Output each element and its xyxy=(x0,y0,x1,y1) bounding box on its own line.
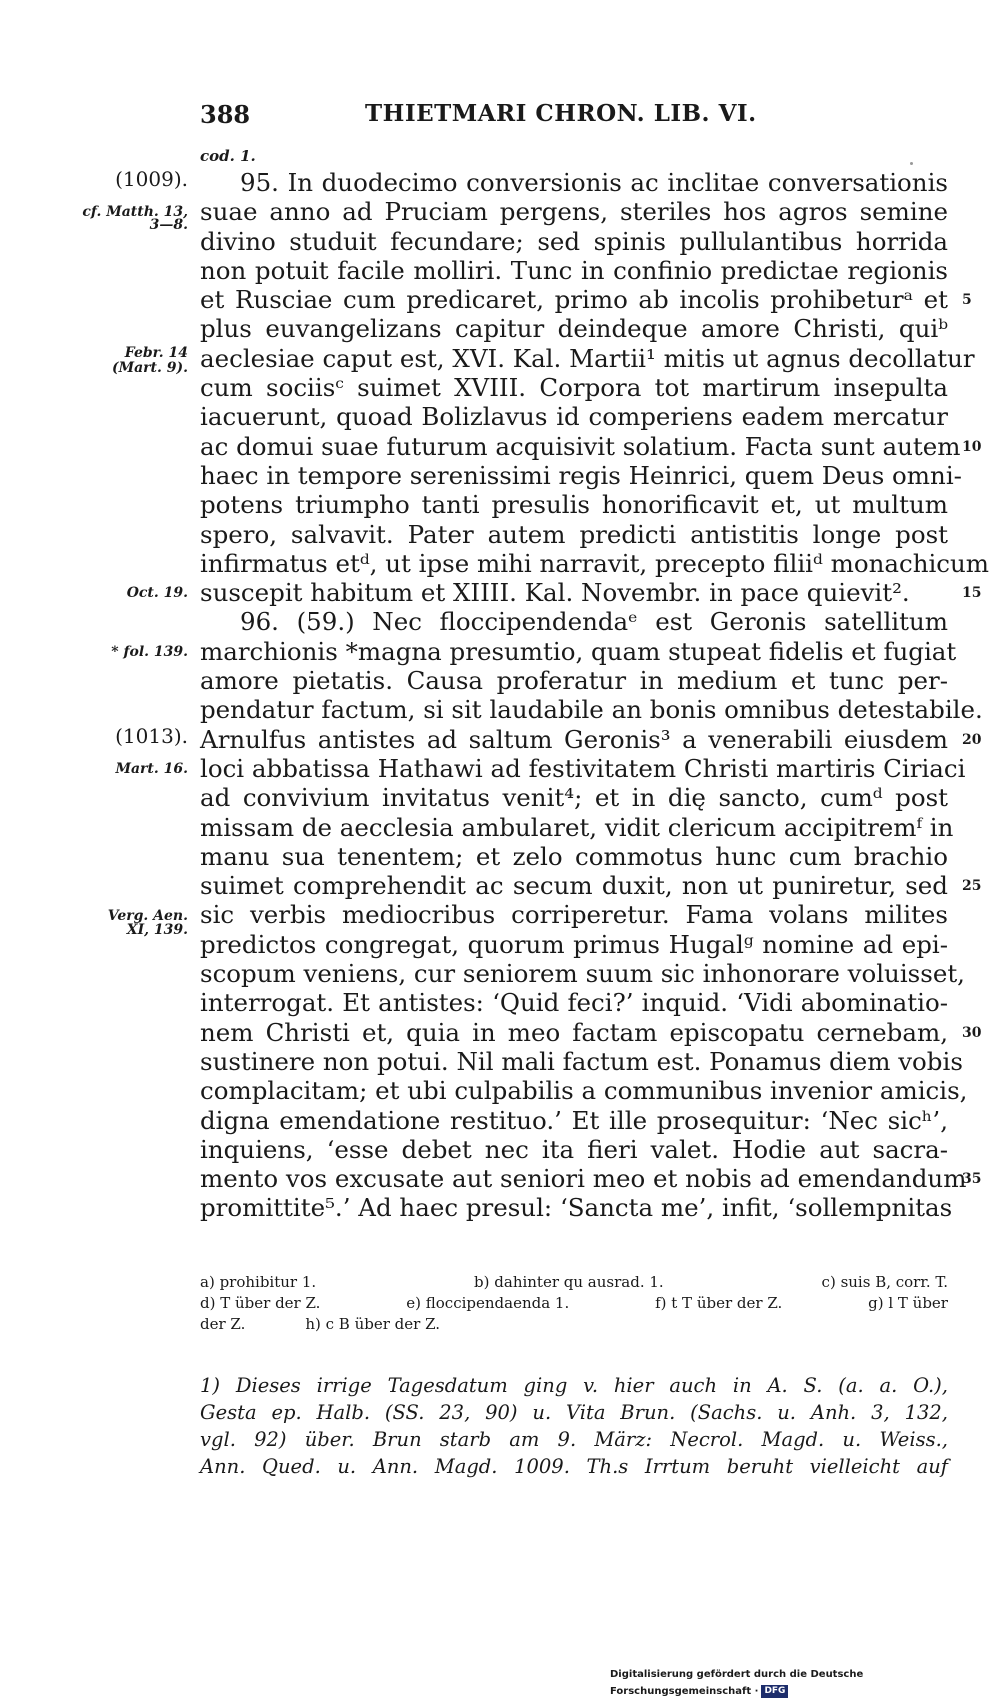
apparatus-row xyxy=(200,1314,948,1335)
text-line: nem Christi et, quia in meo factam episcopatu cernebam, xyxy=(200,1017,948,1047)
margin-reference: Mart. 16. xyxy=(115,761,188,777)
text-line: divino studuit fecundare; sed spinis pullulantibus horrida xyxy=(200,226,948,256)
apparatus-row xyxy=(200,1272,948,1293)
margin-reference: Verg. Aen. xyxy=(107,907,188,924)
text-line: missam de aecclesia ambularet, vidit clericum accipitremᶠ in xyxy=(200,812,954,842)
critical-apparatus xyxy=(200,1272,948,1335)
text-line: suscepit habitum et XIIII. Kal. Novembr. in pace quievit². xyxy=(200,578,910,608)
apparatus-note: b) dahinter qu ausrad. 1. xyxy=(474,1273,664,1291)
line-number: 35 xyxy=(962,1171,982,1188)
text-line: suimet comprehendit ac secum duxit, non ut puniretur, sed xyxy=(200,871,948,901)
apparatus-note: a) prohibitur 1. xyxy=(200,1273,317,1291)
text-line: promittite⁵.’ Ad haec presul: ‘Sancta me’, infit, ‘sollempnitas xyxy=(200,1193,953,1223)
margin-reference: (Mart. 9). xyxy=(111,359,188,376)
text-line: iacuerunt, quoad Bolizlavus id comperiens eadem mercatur xyxy=(200,402,948,432)
line-number: 25 xyxy=(962,878,982,895)
text-line: ac domui suae futurum acquisivit solatium. Facta sunt autem xyxy=(200,431,961,461)
text-line: plus euvangelizans capitur deindeque amore Christi, quiᵇ xyxy=(200,314,948,344)
footnote-line: 1) Dieses irrige Tagesdatum ging v. hier auch in A. S. (a. a. O.), xyxy=(200,1374,948,1397)
margin-reference: cf. Matth. 13, xyxy=(82,204,188,221)
margin-reference: * fol. 139. xyxy=(111,643,188,660)
apparatus-note: g) l T über xyxy=(868,1294,948,1312)
text-line: mento vos excusate aut seniori meo et nobis ad emendandum xyxy=(200,1164,967,1194)
scan-speck xyxy=(910,162,913,165)
margin-year: (1009). xyxy=(115,167,188,191)
page-header xyxy=(200,100,950,136)
footnote-line: Ann. Qued. u. Ann. Magd. 1009. Th.s Irrtum beruht vielleicht auf xyxy=(200,1455,948,1478)
apparatus-note: h) c B über der Z. xyxy=(305,1315,441,1333)
margin-reference: Oct. 19. xyxy=(126,585,188,602)
apparatus-note: e) floccipendaenda 1. xyxy=(406,1294,570,1312)
text-line: non potuit facile molliri. Tunc in confinio predictae regionis xyxy=(200,255,948,285)
text-line: et Rusciae cum predicaret, primo ab incolis prohibeturᵃ et xyxy=(200,285,948,315)
line-number: 20 xyxy=(962,731,982,748)
text-line: aeclesiae caput est, XVI. Kal. Martii¹ mitis ut agnus decollatur xyxy=(200,343,975,373)
text-line: marchionis *magna presumtio, quam stupeat fidelis et fugiat xyxy=(200,636,957,666)
running-title: THIETMARI CHRON. LIB. VI. xyxy=(365,100,757,127)
text-line: interrogat. Et antistes: ‘Quid feci?’ inquid. ‘Vidi abominatio- xyxy=(200,988,948,1018)
text-line: pendatur factum, si sit laudabile an bonis omnibus detestabile. xyxy=(200,695,983,725)
margin-reference: 3—8. xyxy=(149,217,188,234)
codex-note: cod. 1. xyxy=(200,147,256,165)
apparatus-row xyxy=(200,1293,948,1314)
text-line: Arnulfus antistes ad saltum Geronis³ a venerabili eiusdem xyxy=(200,724,948,754)
apparatus-note: c) suis B, corr. T. xyxy=(821,1273,948,1291)
text-line: spero, salvavit. Pater autem predicti antistitis longe post xyxy=(200,519,948,549)
text-line: inquiens, ‘esse debet nec ita fieri valet. Hodie aut sacra- xyxy=(200,1134,948,1164)
footnote-line: Gesta ep. Halb. (SS. 23, 90) u. Vita Brun. (Sachs. u. Anh. 3, 132, xyxy=(200,1401,948,1424)
margin-reference: XI, 139. xyxy=(126,922,188,939)
footer-credit xyxy=(610,1666,1000,1697)
apparatus-note: der Z. xyxy=(200,1315,246,1333)
apparatus-note: d) T über der Z. xyxy=(200,1294,321,1312)
footnote-line: vgl. 92) über. Brun starb am 9. März: Necrol. Magd. u. Weiss., xyxy=(200,1428,948,1451)
line-number: 30 xyxy=(962,1024,982,1041)
text-line: predictos congregat, quorum primus Hugalᵍ nomine ad epi- xyxy=(200,929,948,959)
margin-year: (1013). xyxy=(115,723,188,748)
dfg-logo: DFG xyxy=(761,1685,788,1698)
text-line: sic verbis mediocribus corriperetur. Fama volans milites xyxy=(200,900,948,930)
text-line: sustinere non potui. Nil mali factum est. Ponamus diem vobis xyxy=(200,1046,963,1076)
text-line: potens triumpho tanti presulis honorificavit et, ut multum xyxy=(200,490,948,520)
text-line: cum sociisᶜ suimet XVIII. Corpora tot martirum insepulta xyxy=(200,373,948,403)
apparatus-note: f) t T über der Z. xyxy=(655,1294,783,1312)
text-line: loci abbatissa Hathawi ad festivitatem Christi martiris Ciriaci xyxy=(200,753,966,783)
text-line: 96. (59.) Nec floccipendendaᵉ est Geronis satellitum xyxy=(240,607,948,637)
page-number: 388 xyxy=(200,100,251,129)
line-number: 10 xyxy=(962,438,982,455)
text-line: infirmatus etᵈ, ut ipse mihi narravit, precepto filiiᵈ monachicum xyxy=(200,548,990,578)
line-number: 5 xyxy=(962,292,972,309)
margin-reference: Febr. 14 xyxy=(124,344,188,361)
line-number: 15 xyxy=(962,585,982,602)
text-line: haec in tempore serenissimi regis Heinrici, quem Deus omni- xyxy=(200,460,962,490)
text-line: suae anno ad Pruciam pergens, steriles hos agros semine xyxy=(200,197,948,227)
footnotes xyxy=(200,1372,948,1480)
text-line: manu sua tenentem; et zelo commotus hunc cum brachio xyxy=(200,841,948,871)
text-line: ad convivium invitatus venit⁴; et in dię sancto, cumᵈ post xyxy=(200,783,948,813)
text-line: amore pietatis. Causa proferatur in medium et tunc per- xyxy=(200,666,948,696)
text-line: digna emendatione restituo.’ Et ille prosequitur: ‘Nec sicʰ’, xyxy=(200,1105,948,1135)
footer-text: Digitalisierung gefördert durch die Deutsche Forschungsgemeinschaft · xyxy=(610,1669,864,1697)
text-line: complacitam; et ubi culpabilis a communibus invenior amicis, xyxy=(200,1076,968,1106)
text-line: 95. In duodecimo conversionis ac inclitae conversationis xyxy=(240,168,948,197)
text-line: scopum veniens, cur seniorem suum sic inhonorare voluisset, xyxy=(200,959,965,989)
